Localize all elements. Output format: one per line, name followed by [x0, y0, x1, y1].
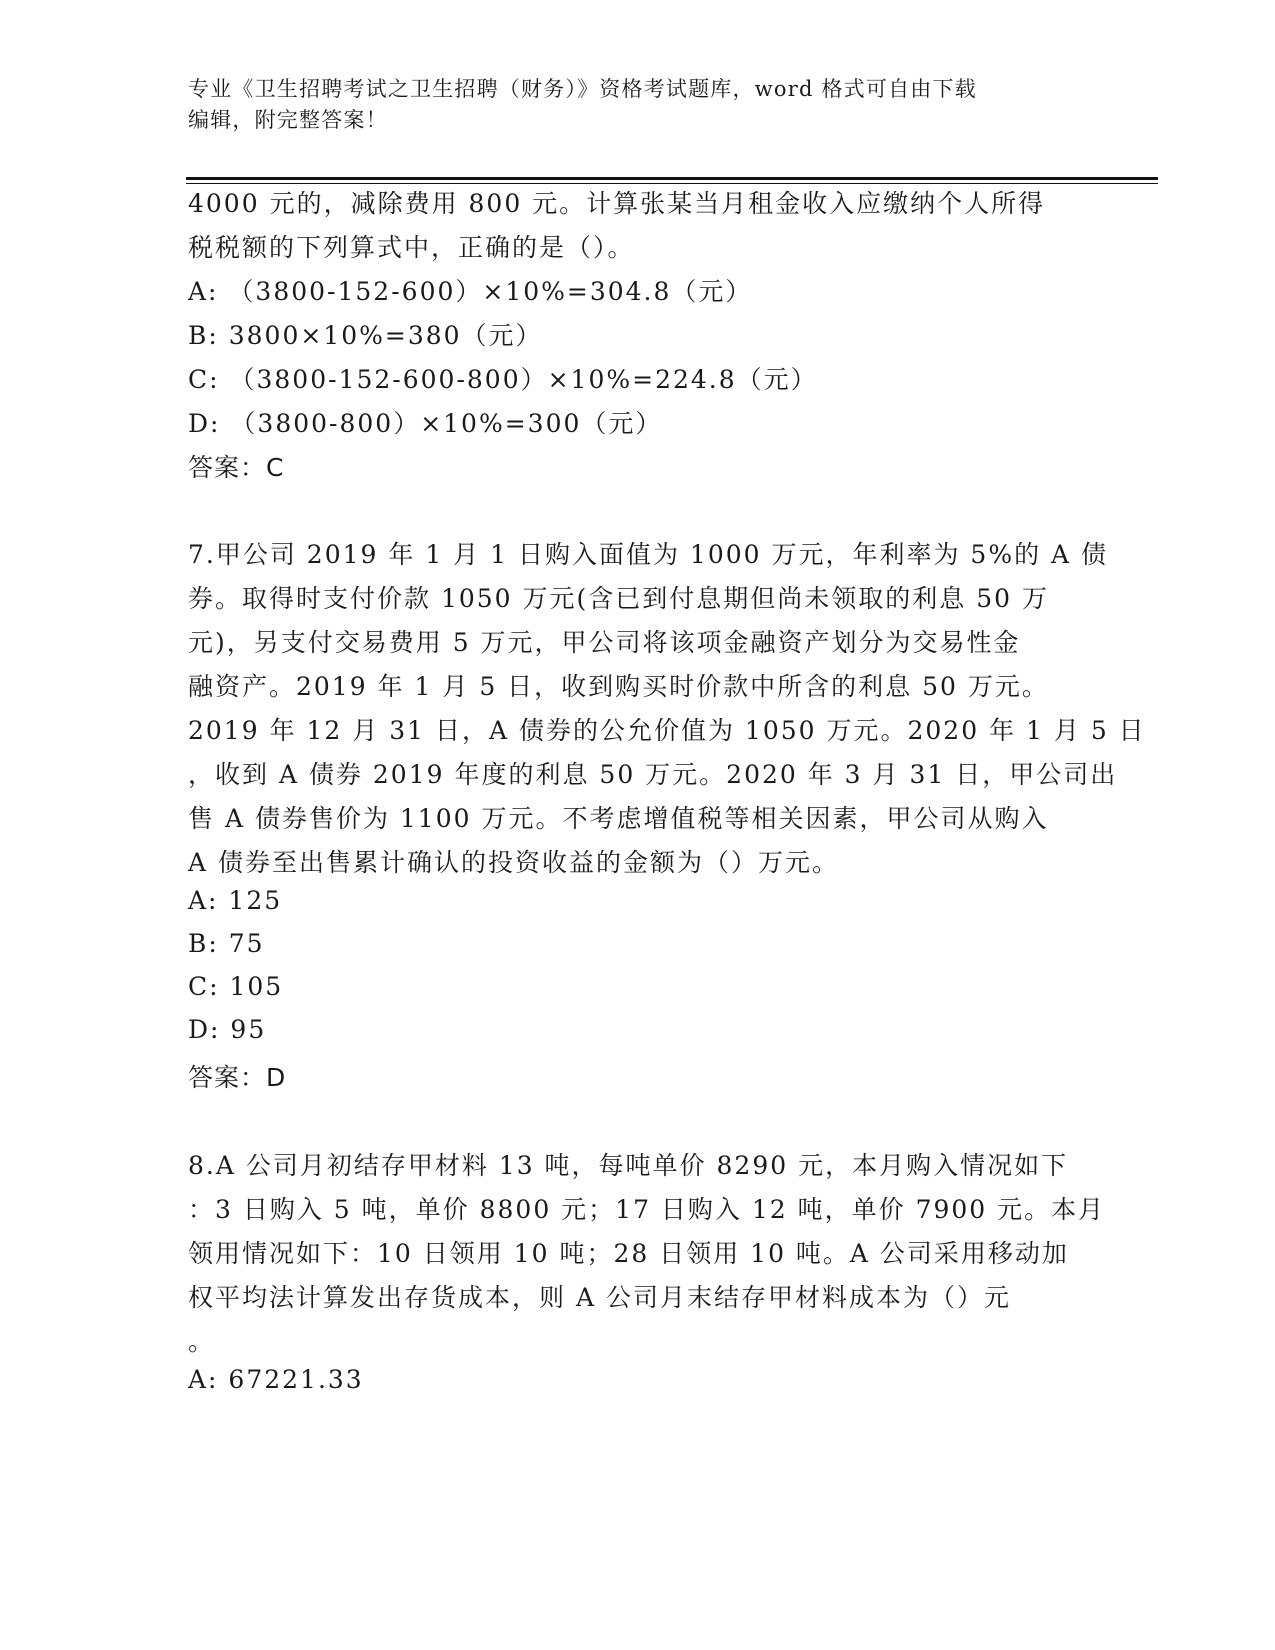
q8-stem-line: 8.A 公司月初结存甲材料 13 吨，每吨单价 8290 元，本月购入情况如下 — [188, 1151, 1069, 1180]
q8-option-a: A: 67221.33 — [188, 1365, 364, 1394]
q6-option-a: A: （3800-152-600）×10%=304.8（元） — [188, 277, 753, 306]
q7-option-c: C: 105 — [188, 972, 284, 1001]
q7-option-a: A: 125 — [188, 886, 283, 915]
q7-stem-line: 元)，另支付交易费用 5 万元，甲公司将该项金融资产划分为交易性金 — [188, 628, 1021, 657]
q8-stem-line: 权平均法计算发出存货成本，则 A 公司月末结存甲材料成本为（）元 — [188, 1283, 1011, 1312]
q7-option-d: D: 95 — [188, 1015, 267, 1044]
q7-stem-line: 7.甲公司 2019 年 1 月 1 日购入面值为 1000 万元，年利率为 5%的 A 债 — [188, 540, 1109, 569]
q6-option-d: D: （3800-800）×10%=300（元） — [188, 409, 663, 438]
q8-stem-line: 。 — [188, 1327, 216, 1356]
header-divider-thick — [186, 177, 1158, 180]
q8-stem-line: 领用情况如下：10 日领用 10 吨；28 日领用 10 吨。A 公司采用移动加 — [188, 1239, 1069, 1268]
q7-stem-line: 券。取得时支付价款 1050 万元(含已到付息期但尚未领取的利息 50 万 — [188, 584, 1049, 613]
q6-stem-line: 4000 元的，减除费用 800 元。计算张某当月租金收入应缴纳个人所得 — [188, 189, 1046, 218]
q7-option-b: B: 75 — [188, 929, 265, 958]
q7-stem-line: A 债券至出售累计确认的投资收益的金额为（）万元。 — [188, 848, 840, 877]
q7-stem-line: 售 A 债券售价为 1100 万元。不考虑增值税等相关因素，甲公司从购入 — [188, 804, 1049, 833]
q7-answer: 答案：D — [188, 1063, 287, 1092]
q6-answer: 答案：C — [188, 453, 285, 482]
q7-stem-line: 融资产。2019 年 1 月 5 日，收到购买时价款中所含的利息 50 万元。 — [188, 672, 1049, 701]
header-line-2: 编辑，附完整答案！ — [188, 108, 388, 132]
q8-stem-line: ：3 日购入 5 吨，单价 8800 元；17 日购入 12 吨，单价 7900 元。本月 — [188, 1195, 1106, 1224]
q7-stem-line: ，收到 A 债券 2019 年度的利息 50 万元。2020 年 3 月 31 日，甲公司出 — [188, 760, 1118, 789]
q6-stem-line: 税税额的下列算式中，正确的是（）。 — [188, 233, 635, 262]
q7-stem-line: 2019 年 12 月 31 日，A 债券的公允价值为 1050 万元。2020 年 1 月 5 日 — [188, 716, 1146, 745]
header-line-1: 专业《卫生招聘考试之卫生招聘（财务）》资格考试题库，word 格式可自由下载 — [188, 77, 977, 101]
q6-option-c: C: （3800-152-600-800）×10%=224.8（元） — [188, 365, 818, 394]
document-header — [188, 74, 1088, 136]
q6-option-b: B: 3800×10%=380（元） — [188, 321, 543, 350]
